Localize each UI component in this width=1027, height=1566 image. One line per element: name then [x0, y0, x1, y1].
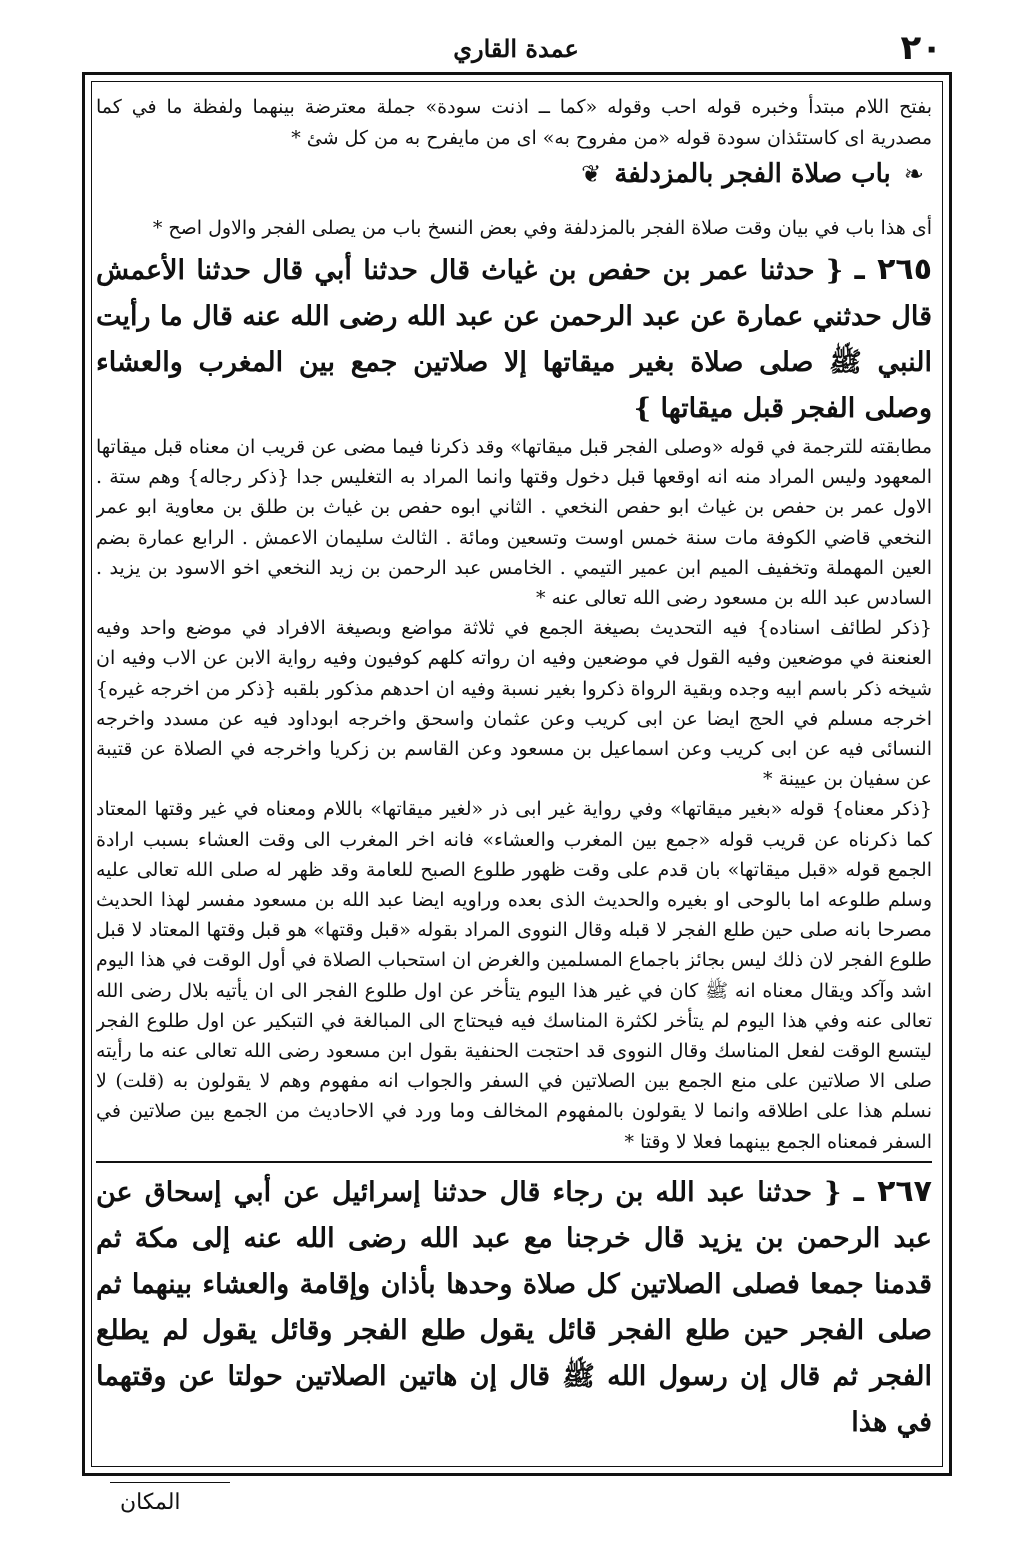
section-divider	[96, 1161, 932, 1163]
hadith-number: ٢٦٥ ـ	[854, 252, 932, 287]
hadith-text: { حدثنا عبد الله بن رجاء قال حدثنا إسرائيل عن أبي إسحاق عن عبد الرحمن بن يزيد قال خرجنا مع عبد الله رضى الله عنه إلى مكة ثم قدمنا جمعا فصلى الصلاتين كل صلاة وحدها بأذان وإقامة والعشاء بينهما ثم صلى الفجر حين طلع الفجر قائل يقول طلع الفجر وقائل يقول لم يطلع الفجر ثم قال إن رسول الله ﷺ قال إن هاتين الصلاتين حولتا عن وقتهما في هذا	[96, 1176, 932, 1438]
hadith-265	[96, 247, 932, 432]
ornament-right-icon: ❧	[903, 160, 924, 188]
chapter-heading	[96, 159, 932, 205]
hadith-text: { حدثنا عمر بن حفص بن غياث قال حدثنا أبي قال حدثنا الأعمش قال حدثني عمارة عن عبد الرحمن عن عبد الله رضى الله عنه قال ما رأيت النبي ﷺ صلى صلاة بغير ميقاتها إلا صلاتين جمع بين المغرب والعشاء وصلى الفجر قبل ميقاتها }	[96, 255, 932, 424]
chapter-description: أى هذا باب في بيان وقت صلاة الفجر بالمزدلفة وفي بعض النسخ باب من يصلى الفجر والاول اصح *	[152, 217, 932, 239]
running-title: عمدة القاري	[453, 34, 579, 63]
chapter-title: باب صلاة الفجر بالمزدلفة	[614, 159, 891, 189]
page-content	[96, 92, 932, 1464]
catchword: المكان	[120, 1490, 181, 1515]
commentary-paragraph: {ذكر لطائف اسناده} فيه التحديث بصيغة الجمع في ثلاثة مواضع وبصيغة الافراد في موضع واحد وفيه العنعنة في موضعين وفيه القول في موضعين وفيه ان رواته كلهم كوفيون وفيه رواية الابن عن الاب وفيه ان شيخه ذكر باسم ابيه وجده وبقية الرواة ذكروا بغير نسبة وفيه ان احدهم مذكور بلقبه {ذكر من اخرجه غيره} اخرجه مسلم في الحج ايضا عن ابى كريب وعن عثمان واسحق واخرجه ابوداود فيه عن مسدد واخرجه النسائى فيه عن ابى كريب وعن اسماعيل بن مسعود وعن القاسم بن زكريا واخرجه في الصلاة عن قتيبة عن سفيان بن عيينة *	[96, 617, 932, 791]
hadith-number: ٢٦٧ ـ	[853, 1173, 932, 1209]
page-number: ٢٠	[900, 28, 942, 68]
hadith-267	[96, 1169, 932, 1446]
page-header	[90, 26, 942, 78]
commentary-paragraph: {ذكر معناه} قوله «بغير ميقاتها» وفي رواية غير ابى ذر «لغير ميقاتها» باللام ومعناه في غير وقتها المعتاد كما ذكرناه عن قريب قوله «جمع بين المغرب والعشاء» فانه اخر المغرب الى وقت العشاء بسبب ارادة الجمع قوله «قبل ميقاتها» بان قدم على وقت ظهور طلوع الصبح للعامة وقد ظهر له صلى الله تعالى عليه وسلم طلوعه اما بالوحى او بغيره والحديث الذى بعده وراويه ايضا عبد الله بن مسعود مفسر لهذا الحديث مصرحا بانه صلى حين طلع الفجر لا قبله وقال النووى المراد بقوله «قبل وقتها» هو قبل وقتها المعتاد لا قبل طلوع الفجر لان ذلك ليس بجائز باجماع المسلمين والغرض ان استحباب الصلاة في أول الوقت في هذا اليوم اشد وآكد ويقال معناه انه ﷺ كان في غير هذا اليوم يتأخر عن اول طلوع الفجر الى ان يأتيه بلال رضى الله تعالى عنه وفي هذا اليوم لم يتأخر لكثرة المناسك فيه فيحتاج الى المبالغة في التبكير عن اول طلوع الفجر ليتسع الوقت لفعل المناسك وقال النووى قد احتجت الحنفية بقول ابن مسعود رضى الله تعالى عنه ما رأيته صلى الا صلاتين على منع الجمع بين الصلاتين في السفر والجواب انه مفهوم وهم لا يقولون به (قلت) لا نسلم هذا على اطلاقه وانما لا يقولون بالمفهوم المخالف وما ورد في الاحاديث من الجمع بين صلاتين في السفر فمعناه الجمع بينهما فعلا لا وقتا *	[96, 798, 932, 1153]
intro-paragraph: بفتح اللام مبتدأ وخبره قوله احب وقوله «كما ــ اذنت سودة» جملة معترضة بينهما ولفظة ما في كما مصدرية اى كاستئذان سودة قوله «من مفروح به» اى من مايفرح به من كل شئ *	[96, 96, 932, 149]
ornament-left-icon: ❦	[581, 160, 602, 188]
commentary-paragraph: مطابقته للترجمة في قوله «وصلى الفجر قبل ميقاتها» وقد ذكرنا فيما مضى عن قريب ان معناه قبل ميقاتها المعهود وليس المراد منه انه اوقعها قبل دخول وقتها وانما المراد به التغليس جدا {ذكر رجاله} وهم ستة . الاول عمر بن حفص بن غياث ابو حفص النخعي . الثاني ابوه حفص بن غياث بن طلق بن معاوية ابو عمر النخعي قاضي الكوفة مات سنة خمس اوست وتسعين ومائة . الثالث سليمان الاعمش . الرابع عمارة بضم العين المهملة وتخفيف الميم ابن عمير التيمي . الخامس عبد الرحمن بن زيد النخعي اخو الاسود بن يزيد . السادس عبد الله بن مسعود رضى الله تعالى عنه *	[96, 436, 932, 610]
